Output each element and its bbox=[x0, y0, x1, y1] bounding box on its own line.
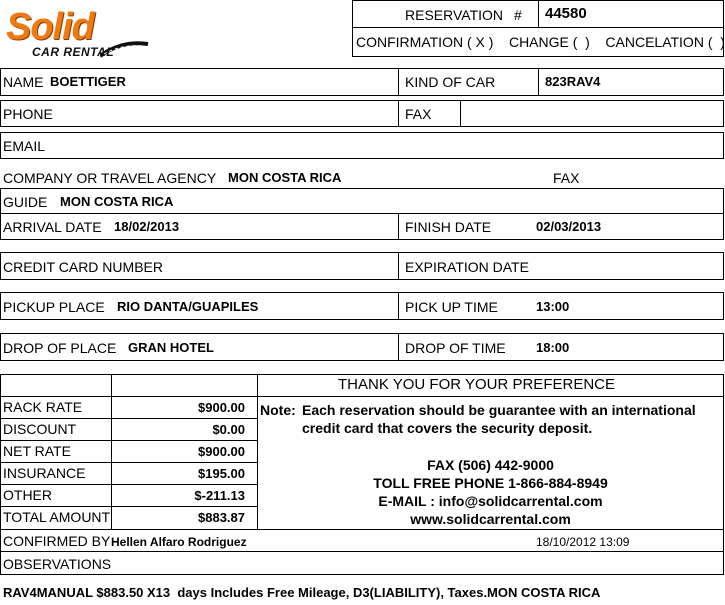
phone-label: PHONE bbox=[3, 106, 53, 122]
reservation-number: 44580 bbox=[545, 5, 587, 22]
company-value: MON COSTA RICA bbox=[228, 170, 342, 185]
drop-time-value: 18:00 bbox=[536, 340, 570, 355]
confirmed-value: Hellen Alfaro Rodriguez bbox=[111, 535, 247, 549]
rate-label: DISCOUNT bbox=[3, 421, 77, 437]
note-label: Note: bbox=[260, 402, 296, 418]
drop-place-value: GRAN HOTEL bbox=[128, 340, 214, 355]
rate-label: RACK RATE bbox=[3, 399, 83, 415]
rates-row-divider bbox=[0, 484, 258, 485]
credit-card-divider bbox=[398, 252, 399, 280]
pickup-place-value: RIO DANTA/GUAPILES bbox=[117, 299, 259, 314]
pickup-place-label: PICKUP PLACE bbox=[3, 299, 105, 315]
finish-label: FINISH DATE bbox=[405, 219, 492, 235]
contact-toll-free: TOLL FREE PHONE 1-866-884-8949 bbox=[373, 475, 608, 491]
kind-of-car-label: KIND OF CAR bbox=[405, 74, 496, 90]
contact-fax: FAX (506) 442-9000 bbox=[427, 457, 554, 473]
observations-label: OBSERVATIONS bbox=[3, 556, 112, 572]
kind-of-car-value: 823RAV4 bbox=[545, 74, 601, 89]
contact-website[interactable]: www.solidcarrental.com bbox=[410, 511, 571, 527]
arrival-label: ARRIVAL DATE bbox=[3, 219, 102, 235]
logo-wordmark: Solid bbox=[6, 6, 94, 48]
pickup-time-value: 13:00 bbox=[536, 299, 570, 314]
expiration-label: EXPIRATION DATE bbox=[405, 259, 529, 275]
company-label: COMPANY OR TRAVEL AGENCY bbox=[3, 170, 217, 186]
rates-row-divider bbox=[0, 418, 258, 419]
rate-label: TOTAL AMOUNT bbox=[3, 509, 111, 525]
pickup-row bbox=[0, 292, 724, 320]
name-divider bbox=[398, 68, 399, 96]
contact-email[interactable]: E-MAIL : info@solidcarrental.com bbox=[378, 493, 603, 509]
fax-divider bbox=[460, 100, 461, 127]
rates-row-divider bbox=[0, 506, 258, 507]
rates-row-divider bbox=[0, 440, 258, 441]
arrival-value: 18/02/2013 bbox=[114, 219, 180, 234]
email-label: EMAIL bbox=[3, 138, 46, 154]
reservation-row-divider bbox=[352, 27, 724, 28]
guide-divider bbox=[0, 213, 724, 214]
name-label: NAME bbox=[3, 74, 44, 90]
confirmed-date: 18/10/2012 13:09 bbox=[536, 535, 630, 549]
rate-value: $0.00 bbox=[212, 422, 245, 437]
reservation-hash: # bbox=[514, 7, 522, 23]
name-value: BOETTIGER bbox=[50, 74, 126, 89]
rate-label: INSURANCE bbox=[3, 465, 86, 481]
reservation-label: RESERVATION bbox=[405, 7, 504, 23]
thanks-title-divider bbox=[257, 396, 724, 397]
car-divider bbox=[538, 68, 539, 96]
pickup-time-label: PICK UP TIME bbox=[405, 299, 498, 315]
rate-value: $195.00 bbox=[198, 466, 245, 481]
rate-value: $-211.13 bbox=[194, 488, 245, 503]
reservation-status-options: CONFIRMATION ( X ) CHANGE ( ) CANCELATION ( ) bbox=[356, 34, 725, 50]
logo-subtitle: CAR RENTAL bbox=[32, 45, 115, 59]
phone-divider bbox=[398, 100, 399, 127]
rates-row-divider bbox=[0, 462, 258, 463]
arrival-divider bbox=[398, 213, 399, 240]
drop-place-label: DROP OF PLACE bbox=[3, 340, 117, 356]
drop-time-label: DROP OF TIME bbox=[405, 340, 506, 356]
email-row bbox=[0, 132, 724, 159]
rates-row-divider bbox=[0, 396, 258, 397]
rate-value: $883.87 bbox=[198, 510, 245, 525]
rate-value: $900.00 bbox=[198, 444, 245, 459]
guide-label: GUIDE bbox=[3, 194, 48, 210]
fax-label: FAX bbox=[405, 106, 432, 122]
confirmed-divider bbox=[0, 551, 724, 552]
observations-text: RAV4MANUAL $883.50 X13 days Includes Free Mileage, D3(LIABILITY), Taxes.MON COSTA RICA bbox=[3, 585, 601, 600]
note-line-1: Each reservation should be guarantee with an international bbox=[302, 402, 696, 418]
company-fax-label: FAX bbox=[553, 170, 580, 186]
pickup-divider bbox=[398, 292, 399, 320]
credit-card-label: CREDIT CARD NUMBER bbox=[3, 259, 163, 275]
drop-divider bbox=[398, 333, 399, 361]
rate-label: OTHER bbox=[3, 487, 52, 503]
confirmed-label: CONFIRMED BY bbox=[3, 533, 111, 549]
guide-value: MON COSTA RICA bbox=[60, 194, 174, 209]
thanks-title: THANK YOU FOR YOUR PREFERENCE bbox=[338, 376, 615, 393]
rate-value: $900.00 bbox=[198, 400, 245, 415]
phone-row bbox=[0, 100, 724, 127]
note-line-2: credit card that covers the security deposit. bbox=[302, 420, 593, 436]
rate-label: NET RATE bbox=[3, 443, 71, 459]
logo-road-swoosh bbox=[100, 38, 150, 58]
finish-value: 02/03/2013 bbox=[536, 219, 602, 234]
